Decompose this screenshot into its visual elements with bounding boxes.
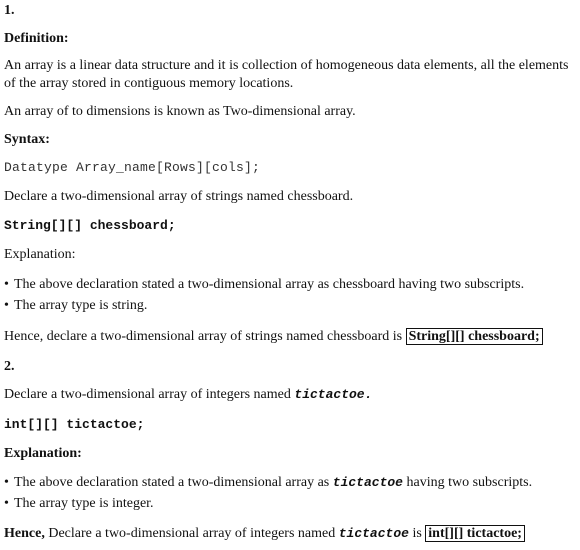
conclusion-answer-box: int[][] tictactoe;: [425, 525, 525, 542]
conclusion-is: is: [412, 526, 422, 541]
bullet-text: The array type is integer.: [14, 496, 154, 511]
bullet-text: The above declaration stated a two-dimensional array as: [14, 475, 330, 490]
two-dim-text: An array of to dimensions is known as Two-dimensional array.: [4, 104, 356, 119]
part1-code: String[][] chessboard;: [4, 218, 176, 233]
bullet-name: tictactoe: [332, 475, 403, 490]
bullet-icon: •: [4, 277, 9, 292]
part2-conclusion: [4, 525, 525, 543]
part1-number: 1.: [4, 3, 15, 18]
conclusion-text: Declare a two-dimensional array of integers named: [48, 526, 336, 541]
part1-bullet-1: [4, 276, 524, 294]
part2-number: 2.: [4, 359, 15, 374]
part2-bullet-1: [4, 474, 532, 492]
bullet-icon: •: [4, 475, 9, 490]
part1-explanation-heading: Explanation:: [4, 247, 76, 262]
bullet-text: The array type is string.: [14, 298, 148, 313]
conclusion-text: Hence, declare a two-dimensional array of strings named chessboard is: [4, 329, 403, 344]
task-name: tictactoe.: [294, 387, 373, 402]
task-text: Declare a two-dimensional array of integers named: [4, 387, 291, 402]
part2-bullet-2: [4, 495, 154, 513]
conclusion-name: tictactoe: [338, 526, 409, 541]
syntax-code: Datatype Array_name[Rows][cols];: [4, 160, 261, 175]
syntax-heading: Syntax:: [4, 132, 50, 147]
part1-task: Declare a two-dimensional array of strings named chessboard.: [4, 189, 354, 204]
part2-task: [4, 386, 372, 404]
part2-explanation-heading: Explanation:: [4, 446, 82, 461]
bullet-text: The above declaration stated a two-dimensional array as chessboard having two subscripts.: [14, 277, 525, 292]
definition-text: An array is a linear data structure and it is collection of homogeneous data elements, all the elements of the array stored in contiguous memory locations.: [4, 58, 569, 91]
part1-conclusion: [4, 328, 543, 346]
bullet-icon: •: [4, 496, 9, 511]
bullet-icon: •: [4, 298, 9, 313]
conclusion-answer-box: String[][] chessboard;: [406, 328, 543, 345]
conclusion-bold: Hence,: [4, 526, 45, 541]
bullet-suffix: having two subscripts.: [406, 475, 533, 490]
definition-heading: Definition:: [4, 31, 69, 46]
part2-code: int[][] tictactoe;: [4, 417, 145, 432]
part1-bullet-2: [4, 297, 147, 315]
